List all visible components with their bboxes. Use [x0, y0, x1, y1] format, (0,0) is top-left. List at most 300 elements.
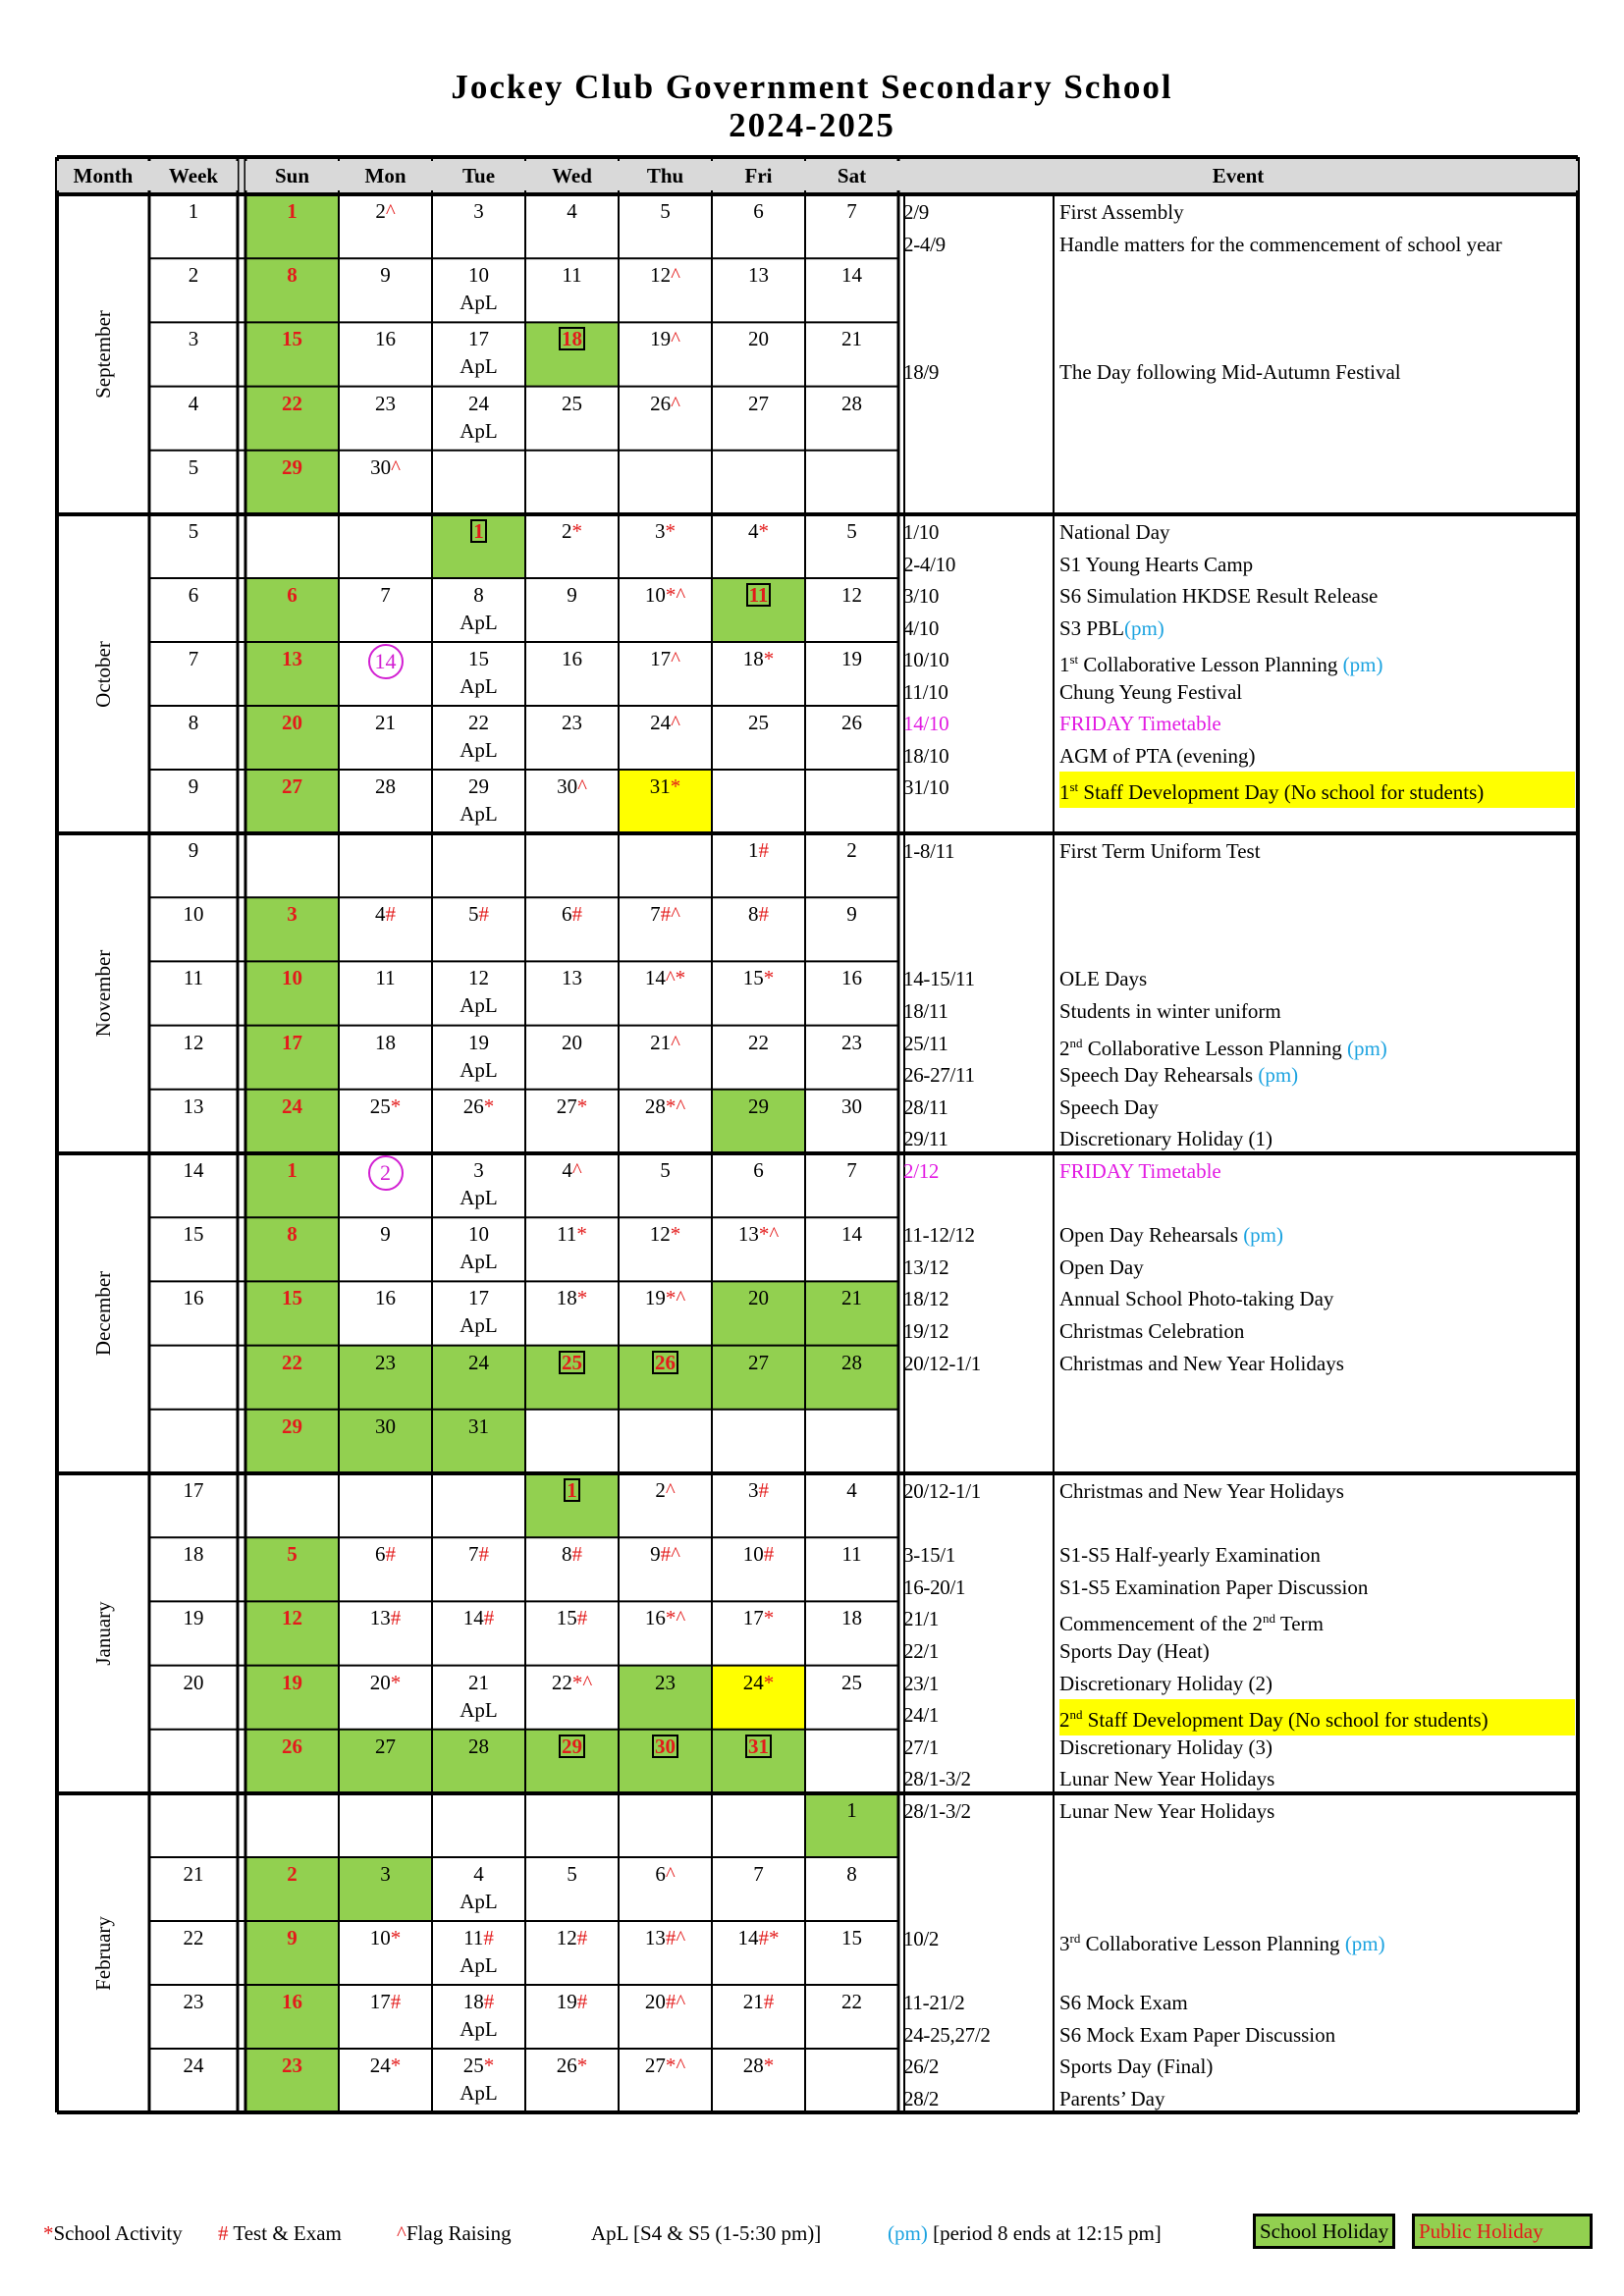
day-cell: [712, 1026, 805, 1090]
event-date: 19/12: [903, 1319, 949, 1343]
event-date: 28/11: [903, 1095, 948, 1119]
day-number: 23: [375, 1350, 396, 1374]
week-cell: [149, 1090, 238, 1119]
day-cell: [339, 578, 432, 642]
event-text: Speech Day Rehearsals: [1059, 1063, 1259, 1088]
day-number: 22*^: [551, 1670, 593, 1694]
week-number: 21: [183, 1862, 204, 1886]
day-cell: [432, 1537, 525, 1601]
day-cell: [339, 1410, 432, 1473]
month-label-november: November: [91, 949, 115, 1038]
day-number: 26: [841, 711, 862, 734]
day-number: 7: [380, 583, 391, 607]
week-cell: [149, 642, 238, 671]
day-cell: [432, 1473, 525, 1537]
header-wed: Wed: [525, 161, 619, 190]
day-cell: [432, 1793, 525, 1857]
event-ordinal: st: [1069, 779, 1079, 794]
week-number: 4: [188, 391, 199, 415]
day-cell: [619, 897, 712, 961]
week-cell: [149, 1857, 238, 1887]
day-number: 17^: [650, 647, 680, 670]
day-cell: [712, 1346, 805, 1410]
day-cell: [339, 1666, 432, 1730]
legend-activity-label: School Activity: [53, 2221, 183, 2245]
legend-pm-mark: (pm): [888, 2221, 928, 2245]
day-cell: [525, 1410, 619, 1473]
day-number: 20: [748, 327, 769, 351]
day-number: 25*: [462, 2054, 495, 2077]
event-description: [1059, 676, 1242, 708]
day-cell: [525, 2049, 619, 2112]
event-ordinal: nd: [1069, 1707, 1083, 1723]
day-number: 3*: [655, 519, 676, 543]
day-cell: [525, 897, 619, 961]
day-cell: [619, 322, 712, 386]
day-number: 3: [380, 1862, 391, 1886]
day-cell: [245, 2049, 339, 2112]
day-cell: [805, 1473, 898, 1537]
event-text: Open Day: [1059, 1255, 1144, 1279]
day-cell: [805, 1217, 898, 1281]
month-label-february: February: [91, 1915, 115, 1991]
day-number: [432, 514, 525, 544]
day-number: 12*: [649, 1222, 681, 1247]
day-cell: [805, 1601, 898, 1665]
event-text: FRIDAY Timetable: [1059, 712, 1221, 735]
day-number: 19#: [556, 1990, 588, 2013]
day-cell: [245, 642, 339, 706]
month-label-september: September: [91, 310, 115, 399]
day-cell: [339, 1985, 432, 2049]
day-cell: [245, 1346, 339, 1410]
day-number: 4: [846, 1478, 857, 1502]
day-number: 26: [282, 1734, 302, 1758]
day-cell: [245, 897, 339, 961]
day-cell: [525, 961, 619, 1025]
day-number: 15: [282, 1286, 302, 1310]
day-cell: [712, 1666, 805, 1730]
event-description: [1059, 1123, 1272, 1154]
apl-label: ApL: [460, 418, 498, 443]
event-text: Students in winter uniform: [1059, 999, 1281, 1023]
event-description: [1059, 1059, 1298, 1091]
header-fri: Fri: [712, 161, 805, 190]
day-cell: [525, 770, 619, 833]
event-date: 2/12: [903, 1159, 940, 1183]
day-cell: [245, 322, 339, 386]
day-number: 21^: [650, 1030, 680, 1054]
event-date: 10/2: [903, 1927, 940, 1950]
day-number: 29: [748, 1094, 769, 1118]
day-number: [245, 514, 339, 544]
day-number: 23: [562, 711, 582, 734]
day-number: 15*: [742, 966, 775, 990]
day-number: 8#: [748, 902, 769, 927]
event-description: [1059, 613, 1164, 644]
day-cell: [339, 1217, 432, 1281]
day-number: 2: [846, 838, 857, 862]
day-cell: [432, 1153, 525, 1217]
week-number: 23: [183, 1990, 204, 2013]
day-cell: [432, 642, 525, 706]
day-number: 28: [375, 774, 396, 798]
public-holiday-date: 18: [559, 327, 585, 350]
day-cell: [525, 1857, 619, 1921]
event-text: 1: [1059, 780, 1070, 804]
week-cell: [149, 1153, 238, 1183]
public-holiday-date: 30: [652, 1735, 678, 1758]
day-cell: [432, 451, 525, 514]
day-number: 13: [748, 263, 769, 288]
event-description: [1059, 1732, 1272, 1763]
day-cell: [432, 1026, 525, 1090]
day-number: 1: [287, 1158, 298, 1182]
day-cell: [525, 706, 619, 770]
day-cell: [619, 1857, 712, 1921]
day-cell: [712, 961, 805, 1025]
day-cell: [712, 1601, 805, 1665]
day-cell: [805, 642, 898, 706]
day-cell: [525, 1793, 619, 1857]
event-text: Discretionary Holiday (3): [1059, 1735, 1272, 1759]
week-cell: [149, 514, 238, 544]
day-number: 14#: [462, 1606, 495, 1630]
day-number: 17: [468, 327, 489, 351]
event-date: 2/9: [903, 200, 929, 224]
day-number: 22: [841, 1990, 862, 2013]
event-date: 3-15/1: [903, 1543, 956, 1568]
day-cell: [339, 514, 432, 578]
day-cell: [805, 1410, 898, 1473]
day-cell: [525, 194, 619, 258]
day-number: 24^: [650, 711, 680, 734]
event-date: 31/10: [903, 775, 949, 799]
day-number: 7: [846, 1158, 857, 1182]
event-description: [1059, 1475, 1344, 1507]
legend-pm: [888, 2221, 1162, 2246]
day-cell: [432, 706, 525, 770]
day-number: 20: [748, 1286, 769, 1310]
pm-mark: (pm): [1342, 653, 1383, 676]
day-number: 10*: [369, 1926, 402, 1949]
day-cell: [432, 1281, 525, 1345]
day-number: [339, 514, 432, 544]
day-cell: [712, 322, 805, 386]
week-number: [149, 1410, 238, 1439]
event-date: 11-12/12: [903, 1223, 975, 1248]
day-number: 11: [841, 1542, 862, 1567]
event-text: Chung Yeung Festival: [1059, 679, 1243, 704]
day-cell: [245, 1730, 339, 1793]
event-date: 28/1-3/2: [903, 1799, 971, 1823]
day-cell: [712, 1473, 805, 1537]
day-cell: [805, 578, 898, 642]
day-number: 20#^: [644, 1990, 686, 2013]
apl-label: ApL: [460, 2017, 498, 2041]
header-thu: Thu: [619, 161, 712, 190]
header-month: Month: [57, 161, 149, 190]
day-cell: [432, 1666, 525, 1730]
event-text: S3 PBL: [1059, 615, 1124, 640]
event-ordinal: rd: [1069, 1931, 1081, 1946]
event-description: [1059, 1987, 1188, 2018]
day-cell: [339, 897, 432, 961]
day-cell: [619, 258, 712, 322]
legend-activity-mark: *: [43, 2221, 54, 2245]
day-number: [712, 1793, 805, 1823]
day-number: [525, 1346, 619, 1375]
day-number: 18: [375, 1030, 396, 1054]
day-number: [712, 451, 805, 480]
event-date: 27/1: [903, 1735, 940, 1759]
day-number: 31: [468, 1414, 489, 1438]
event-date: 2-4/9: [903, 232, 946, 256]
day-cell: [805, 1537, 898, 1601]
day-cell: [432, 1857, 525, 1921]
day-cell: [712, 2049, 805, 2112]
header-mon: Mon: [339, 161, 432, 190]
event-text: Commencement of the 2: [1059, 1612, 1264, 1636]
event-date: 13/12: [903, 1255, 949, 1279]
day-cell: [805, 1346, 898, 1410]
day-number: 6: [753, 199, 764, 223]
day-cell: [245, 1666, 339, 1730]
week-cell: [149, 322, 238, 351]
pm-mark: (pm): [1243, 1223, 1284, 1248]
day-number: 21#: [742, 1990, 775, 2013]
day-cell: [339, 322, 432, 386]
event-text: S6 Simulation HKDSE Result Release: [1059, 584, 1379, 608]
day-cell: [245, 1793, 339, 1857]
day-number: 19^: [650, 327, 680, 351]
event-text: 3: [1059, 1932, 1070, 1955]
day-cell: [805, 1857, 898, 1921]
event-description: [1059, 1155, 1221, 1187]
day-cell: [805, 1090, 898, 1153]
day-cell: [339, 1090, 432, 1153]
day-number: 8: [287, 263, 298, 288]
day-cell: [619, 387, 712, 451]
day-number: 29: [282, 454, 302, 479]
day-number: 23: [841, 1030, 862, 1054]
day-cell: [245, 1410, 339, 1473]
day-cell: [432, 1090, 525, 1153]
week-number: 5: [188, 519, 199, 543]
day-number: 9: [846, 902, 857, 927]
day-number: 20*: [369, 1670, 402, 1694]
week-number: 15: [183, 1222, 204, 1247]
day-cell: [432, 194, 525, 258]
event-date: 1-8/11: [903, 839, 955, 863]
day-cell: [805, 833, 898, 897]
day-cell: [525, 514, 619, 578]
day-cell: [619, 642, 712, 706]
day-number: [525, 451, 619, 480]
event-description: [1059, 1795, 1274, 1827]
day-cell: [245, 1090, 339, 1153]
friday-timetable-date: 2: [368, 1155, 404, 1191]
day-number: 9: [567, 583, 577, 607]
day-number: [525, 1793, 619, 1823]
day-cell: [805, 770, 898, 833]
day-number: 10: [468, 1222, 489, 1247]
week-number: 1: [188, 199, 199, 223]
day-number: 4^: [562, 1158, 582, 1182]
day-number: 13#^: [644, 1926, 686, 1949]
day-cell: [805, 258, 898, 322]
day-cell: [805, 1730, 898, 1793]
event-text: 2: [1059, 1036, 1070, 1060]
day-number: 17: [282, 1030, 302, 1054]
day-cell: [619, 451, 712, 514]
apl-label: ApL: [460, 1890, 498, 1913]
day-number: 23: [655, 1670, 676, 1694]
day-number: 10*^: [644, 583, 686, 607]
day-cell: [525, 1921, 619, 1985]
day-number: 1#: [748, 838, 769, 862]
apl-label: ApL: [460, 802, 498, 826]
day-number: [525, 322, 619, 351]
day-number: 1: [287, 199, 298, 223]
day-cell: [432, 1410, 525, 1473]
day-number: 10: [468, 263, 489, 288]
day-cell: [525, 1730, 619, 1793]
day-cell: [619, 1985, 712, 2049]
day-number: [805, 770, 898, 799]
day-number: 9: [287, 1926, 298, 1949]
day-cell: [525, 1601, 619, 1665]
legend-apl: ApL [S4 & S5 (1-5:30 pm)]: [591, 2221, 822, 2245]
day-number: 27: [748, 1350, 769, 1374]
day-number: 27*^: [644, 2054, 686, 2077]
day-cell: [712, 1537, 805, 1601]
week-number: 13: [183, 1094, 204, 1118]
day-cell: [525, 642, 619, 706]
event-description: [1059, 2083, 1165, 2114]
day-cell: [712, 642, 805, 706]
day-cell: [245, 451, 339, 514]
day-number: 27: [748, 391, 769, 415]
day-cell: [525, 387, 619, 451]
day-cell: [525, 1473, 619, 1537]
day-number: 6#: [562, 902, 582, 927]
event-description: [1059, 516, 1170, 548]
event-text: First Term Uniform Test: [1059, 839, 1261, 863]
day-number: 6^: [655, 1862, 676, 1886]
day-number: 15: [282, 327, 302, 351]
week-cell: [149, 387, 238, 416]
week-number: 9: [188, 774, 199, 798]
week-cell: [149, 1985, 238, 2014]
day-cell: [525, 1153, 619, 1217]
apl-label: ApL: [460, 1250, 498, 1274]
event-description: [1059, 1283, 1333, 1314]
event-date: 2-4/10: [903, 552, 956, 576]
event-description: [1059, 1315, 1244, 1347]
event-text: The Day following Mid-Autumn Festival: [1059, 360, 1401, 384]
day-cell: [712, 514, 805, 578]
week-number: [149, 1730, 238, 1759]
day-cell: [712, 1730, 805, 1793]
week-cell: [149, 833, 238, 863]
day-number: 27*: [556, 1094, 588, 1118]
day-number: 27: [375, 1734, 396, 1758]
day-cell: [245, 1153, 339, 1217]
day-number: 25*: [369, 1094, 402, 1118]
day-number: 11: [375, 966, 396, 990]
day-number: [245, 833, 339, 863]
day-cell: [245, 258, 339, 322]
event-text: First Assembly: [1059, 200, 1184, 224]
week-cell: [149, 1473, 238, 1503]
day-number: 13*^: [737, 1222, 780, 1247]
public-holiday-date: 31: [745, 1735, 772, 1758]
day-number: [339, 1153, 432, 1183]
week-number: 17: [183, 1478, 204, 1502]
event-date: 1/10: [903, 520, 940, 544]
day-number: 28*^: [644, 1094, 686, 1118]
event-date: 28/1-3/2: [903, 1767, 971, 1791]
legend-school-holiday: School Holiday: [1253, 2214, 1395, 2249]
day-number: 3: [473, 199, 484, 223]
legend-school-activity: [43, 2221, 183, 2246]
day-number: 4: [473, 1862, 484, 1886]
day-number: 12: [841, 583, 862, 607]
day-number: [432, 1793, 525, 1823]
day-number: 12#: [556, 1926, 588, 1949]
header-week: Week: [149, 161, 238, 190]
day-cell: [525, 833, 619, 897]
day-number: 16: [375, 327, 396, 351]
day-number: 9: [380, 1222, 391, 1247]
week-cell: [149, 1217, 238, 1247]
event-description: [1059, 1092, 1159, 1123]
day-number: 5: [846, 519, 857, 543]
apl-label: ApL: [460, 1953, 498, 1977]
day-number: 28: [841, 391, 862, 415]
event-date: 10/10: [903, 648, 949, 671]
header-sat: Sat: [805, 161, 898, 190]
day-cell: [245, 1601, 339, 1665]
day-number: 11: [562, 263, 582, 288]
event-description: [1059, 196, 1184, 228]
event-date: 14-15/11: [903, 967, 975, 991]
event-date: 20/12-1/1: [903, 1351, 981, 1375]
day-number: 21: [841, 1286, 862, 1310]
day-cell: [805, 1793, 898, 1857]
week-cell: [149, 1537, 238, 1567]
day-cell: [712, 1857, 805, 1921]
day-cell: [339, 258, 432, 322]
day-number: 24*: [742, 1670, 775, 1694]
day-cell: [805, 322, 898, 386]
event-text: 2: [1059, 1708, 1070, 1733]
apl-label: ApL: [460, 291, 498, 315]
day-number: 12: [282, 1606, 302, 1630]
day-cell: [805, 514, 898, 578]
day-number: 6#: [375, 1542, 396, 1567]
event-date: 18/10: [903, 743, 949, 768]
day-number: [619, 833, 712, 863]
week-number: [149, 1793, 238, 1823]
day-number: 9#^: [650, 1542, 680, 1567]
day-number: 16: [841, 966, 862, 990]
day-number: 15: [468, 647, 489, 670]
day-cell: [339, 770, 432, 833]
day-number: [525, 833, 619, 863]
day-number: 22: [282, 391, 302, 415]
